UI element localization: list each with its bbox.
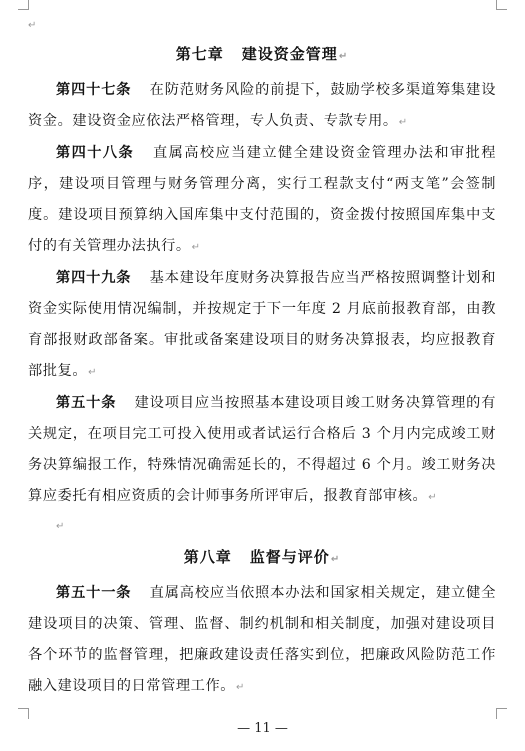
article-text: 在防范财务风险的前提下，鼓励学校多渠道筹集建设资金。建设资金应依法严格管理，专人负责、专款专用。: [28, 82, 496, 129]
article-label: 第四十七条: [56, 82, 132, 98]
article-text: 建设项目应当按照基本建设项目竣工财务决算管理的有关规定，在项目完工可投入使用或者试运行合格后 3 个月内完成竣工财务决算编报工作，特殊情况确需延长的，不得超过 6 个月。竣工财务决算应委托有相应资质的会计师事务所评审后，报教育部审核。: [28, 395, 497, 504]
article-text: 直属高校应当依照本办法和国家相关规定，建立健全建设项目的决策、管理、监督、制约机制和相关制度，加强对建设项目各个环节的监督管理，把廉政建设责任落实到位，把廉政风险防范工作融入建设项目的日常管理工作。: [28, 585, 496, 694]
document-body: [28, 10, 496, 703]
paragraph-mark-icon: ↵: [191, 242, 201, 253]
empty-paragraph: [28, 10, 496, 36]
crop-mark-bottom-right: [496, 708, 507, 719]
paragraph-mark-icon: ↵: [428, 492, 438, 503]
paragraph-mark-icon: ↵: [56, 521, 65, 532]
paragraph-mark-icon: ↵: [28, 20, 37, 31]
article-label: 第五十一条: [56, 585, 132, 601]
article-51: [28, 578, 496, 703]
article-label: 第四十八条: [56, 145, 135, 161]
chapter-title: 监督与评价: [249, 548, 330, 566]
article-text: 直属高校应当建立健全建设资金管理办法和审批程序，建设项目管理与财务管理分离，实行工程款支付“两支笔”会签制度。建设项目预算纳入国库集中支付范围的，资金拨付按照国库集中支付的有关管理办法执行。: [28, 145, 496, 254]
chapter-8-heading: [28, 543, 496, 574]
chapter-7-heading: [28, 40, 496, 71]
paragraph-mark-icon: ↵: [236, 682, 246, 693]
crop-mark-top-right: [496, 0, 507, 10]
article-49: [28, 263, 496, 388]
article-47: [28, 75, 496, 138]
empty-paragraph: [28, 513, 496, 535]
crop-mark-top-left: [18, 0, 29, 10]
paragraph-mark-icon: ↵: [330, 554, 341, 565]
chapter-title: 建设资金管理: [241, 45, 338, 63]
chapter-number: 第七章: [175, 45, 224, 63]
paragraph-mark-icon: ↵: [398, 117, 408, 128]
article-48: [28, 138, 496, 263]
crop-mark-bottom-left: [18, 708, 29, 719]
article-label: 第五十条: [56, 395, 117, 411]
article-text: 基本建设年度财务决算报告应当严格按照调整计划和资金实际使用情况编制，并按规定于下一年度 2 月底前报教育部，由教育部报财政部备案。审批或备案建设项目的财务决算报表，均应报教育部批复。: [28, 270, 496, 379]
paragraph-mark-icon: ↵: [338, 51, 349, 62]
paragraph-mark-icon: ↵: [88, 367, 98, 378]
article-50: [28, 388, 496, 513]
chapter-number: 第八章: [183, 548, 232, 566]
article-label: 第四十九条: [56, 270, 132, 286]
page-number: — 11 —: [237, 721, 288, 736]
